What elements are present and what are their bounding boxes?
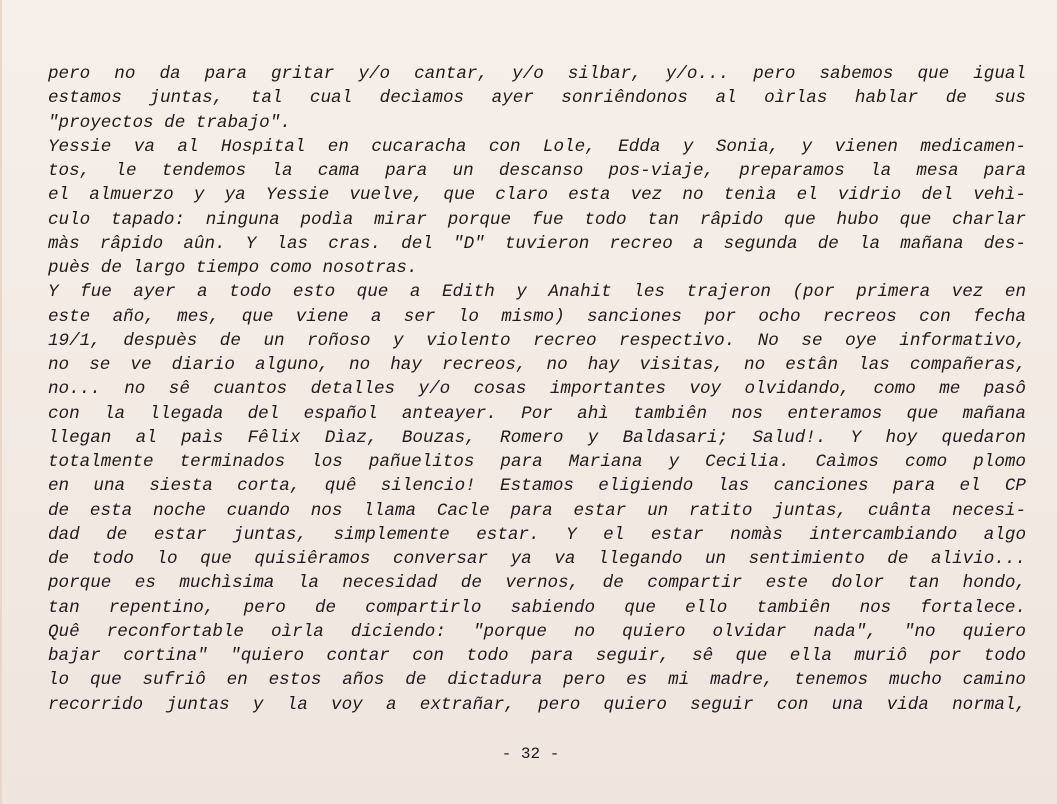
text-line: tan repentino, pero de compartirlo sabiendo que ello tambiên nos fortalece. xyxy=(48,597,1026,618)
body-text xyxy=(48,62,1026,717)
text-line: Y fue ayer a todo esto que a Edith y Anahit les trajeron (por primera vez en xyxy=(48,282,1026,303)
text-line: puès de largo tiempo como nosotras. xyxy=(48,258,418,278)
text-line: de esta noche cuando nos llama Cacle para estar un ratito juntas, cuânta necesi- xyxy=(48,500,1026,521)
text-line: estamos juntas, tal cual decìamos ayer sonriêndonos al oìrlas hablar de sus xyxy=(48,88,1026,109)
text-line: no... no sê cuantos detalles y/o cosas importantes voy olvidando, como me pasô xyxy=(48,379,1026,400)
text-line: bajar cortina" "quiero contar con todo para seguir, sê que ella muriô por todo xyxy=(48,646,1026,666)
text-line: totalmente terminados los pañuelitos para Mariana y Cecilia. Caìmos como plomo xyxy=(48,452,1026,472)
text-line: "proyectos de trabajo". xyxy=(48,112,291,133)
text-line: pero no da para gritar y/o cantar, y/o silbar, y/o... pero sabemos que igual xyxy=(48,64,1026,84)
text-line: de todo lo que quisiêramos conversar ya va llegando un sentimiento de alivio... xyxy=(48,549,1026,569)
text-line: culo tapado: ninguna podìa mirar porque fue todo tan râpido que hubo que charlar xyxy=(48,209,1026,230)
text-line: Yessie va al Hospital en cucaracha con Lole, Edda y Sonia, y vienen medicamen- xyxy=(48,136,1026,157)
text-line: el almuerzo y ya Yessie vuelve, que claro esta vez no tenìa el vidrio del vehì- xyxy=(48,185,1026,206)
text-line: màs râpido aûn. Y las cras. del "D" tuvieron recreo a segunda de la mañana des- xyxy=(48,233,1026,254)
text-line: lo que sufriô en estos años de dictadura pero es mi madre, tenemos mucho camino xyxy=(48,670,1026,691)
text-line: 19/1, despuès de un roñoso y violento recreo respectivo. No se oye informativo, xyxy=(48,330,1026,351)
page-number: - 32 - xyxy=(501,745,560,763)
text-line: este año, mes, que viene a ser lo mismo) sanciones por ocho recreos con fecha xyxy=(48,306,1026,327)
text-line: con la llegada del español anteayer. Por ahì tambiên nos enteramos que mañana xyxy=(48,403,1026,424)
text-line: dad de estar juntas, simplemente estar. Y el estar nomàs intercambiando algo xyxy=(48,524,1026,545)
text-line: Quê reconfortable oìrla diciendo: "porque no quiero olvidar nada", "no quiero xyxy=(48,621,1026,642)
text-line: llegan al paìs Fêlix Dìaz, Bouzas, Romero y Baldasari; Salud!. Y hoy quedaron xyxy=(48,427,1026,448)
text-line: no se ve diario alguno, no hay recreos, no hay visitas, no estân las compañeras, xyxy=(48,355,1026,375)
text-line: tos, le tendemos la cama para un descanso pos-viaje, preparamos la mesa para xyxy=(48,161,1026,181)
text-line: en una siesta corta, quê silencio! Estamos eligiendo las canciones para el CP xyxy=(48,476,1026,497)
text-line: porque es muchìsima la necesidad de vernos, de compartir este dolor tan hondo, xyxy=(48,573,1026,594)
text-line: recorrido juntas y la voy a extrañar, pero quiero seguir con una vida normal, xyxy=(48,694,1026,715)
